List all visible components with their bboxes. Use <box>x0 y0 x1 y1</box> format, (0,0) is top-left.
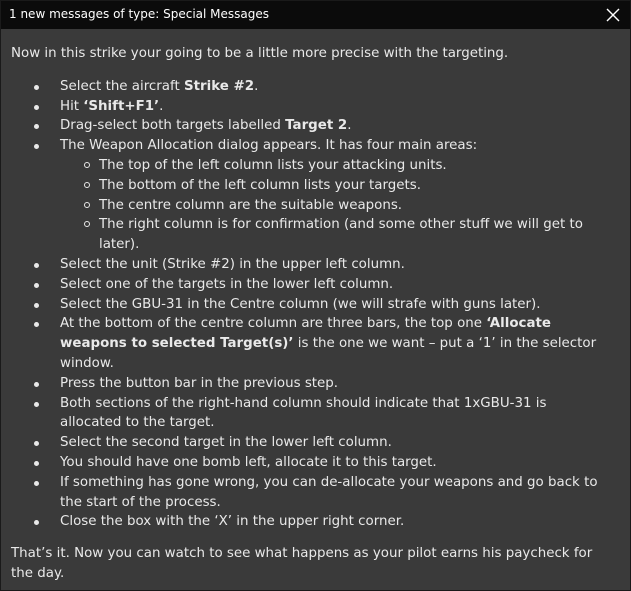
list-item <box>11 394 611 434</box>
item-text: . <box>347 118 352 134</box>
item-text: Select the aircraft <box>60 78 184 94</box>
list-item <box>11 275 611 295</box>
title-bar <box>1 1 630 29</box>
item-emphasis: Strike #2 <box>184 78 255 94</box>
item-text: Close the box with the ‘X’ in the upper right corner. <box>60 514 405 530</box>
item-emphasis: ‘Shift+F1’ <box>83 98 160 114</box>
list-item <box>11 97 611 117</box>
sub-list-item: The right column is for confirmation (and some other stuff we will get to later). <box>60 215 611 255</box>
item-text: The Weapon Allocation dialog appears. It has four main areas: <box>60 138 478 154</box>
close-button[interactable] <box>602 4 624 26</box>
item-text: Select the unit (Strike #2) in the upper left column. <box>60 256 405 272</box>
list-item <box>11 295 611 315</box>
item-emphasis: ‘Allocate weapons to selected Target(s)’ <box>60 316 551 352</box>
outro-text: That’s it. Now you can watch to see what happens as your pilot earns his paycheck for the day. <box>11 546 593 581</box>
item-text: Both sections of the right-hand column should indicate that 1xGBU-31 is allocated to the target. <box>60 395 547 431</box>
list-item <box>11 473 611 513</box>
window-title: 1 new messages of type: Special Messages <box>9 7 270 21</box>
list-item <box>11 453 611 473</box>
item-text: Select the second target in the lower left column. <box>60 435 392 451</box>
list-item <box>11 512 611 532</box>
item-text: is the one we want – put a ‘1’ in the selector window. <box>60 336 597 371</box>
item-text: If something has gone wrong, you can de-allocate your weapons and go back to the start of the process. <box>60 474 598 510</box>
item-text: . <box>159 98 164 114</box>
list-item <box>11 77 611 97</box>
item-text: At the bottom of the centre column are three bars, the top one <box>60 316 487 332</box>
message-body <box>11 44 611 584</box>
intro-text: Now in this strike your going to be a little more precise with the targeting. <box>11 46 509 61</box>
list-item <box>11 433 611 453</box>
list-item <box>11 314 611 373</box>
list-item <box>11 255 611 275</box>
item-text: You should have one bomb left, allocate it to this target. <box>60 454 437 470</box>
item-text: Select the GBU-31 in the Centre column (we will strafe with guns later). <box>60 296 541 312</box>
item-text: Select one of the targets in the lower left column. <box>60 276 394 292</box>
list-item <box>11 136 611 255</box>
item-text: . <box>254 78 259 94</box>
sub-list <box>60 156 611 255</box>
sub-list-item: The top of the left column lists your attacking units. <box>60 156 611 176</box>
item-text: Press the button bar in the previous step. <box>60 375 339 391</box>
list-item <box>11 374 611 394</box>
item-text: Drag-select both targets labelled <box>60 118 286 134</box>
sub-list-item: The bottom of the left column lists your targets. <box>60 176 611 196</box>
instruction-list <box>11 77 611 532</box>
item-text: Hit <box>60 98 84 114</box>
item-emphasis: Target 2 <box>285 118 348 134</box>
list-item <box>11 116 611 136</box>
close-icon <box>602 4 624 26</box>
sub-list-item: The centre column are the suitable weapons. <box>60 196 611 216</box>
